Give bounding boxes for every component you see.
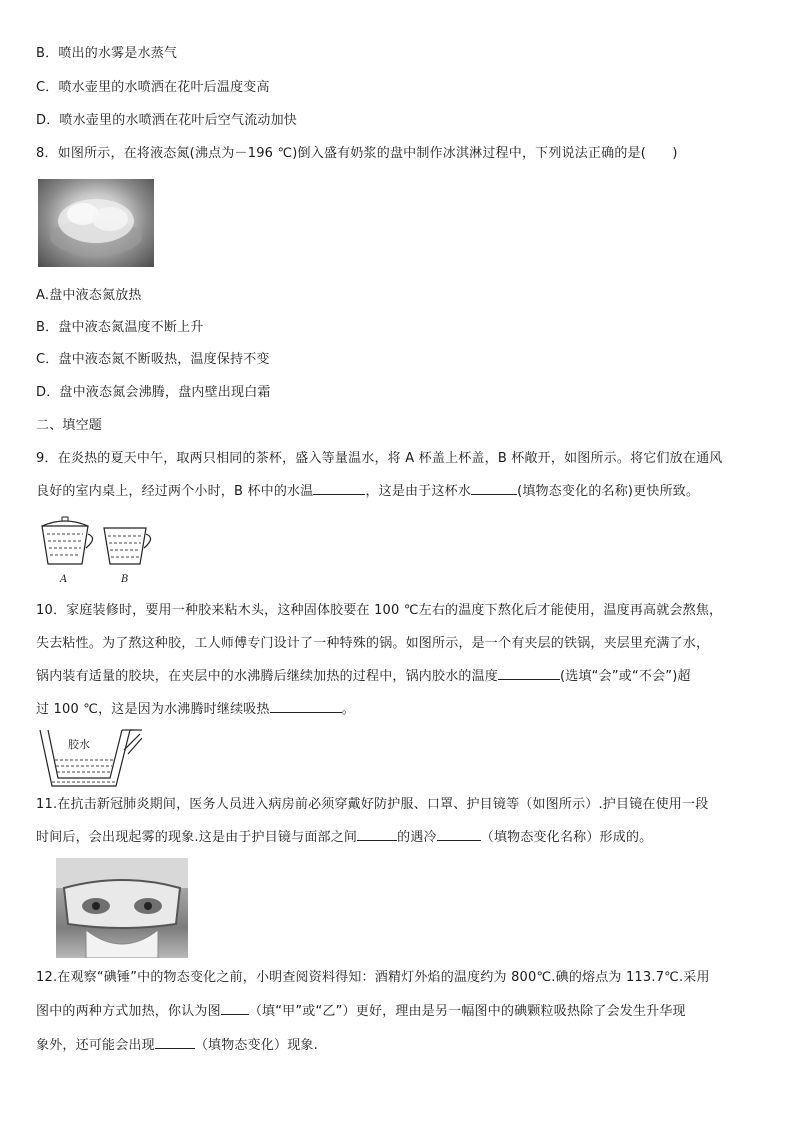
q12-text-d: （填物态变化）现象. xyxy=(194,1038,318,1053)
q9-text-a: 良好的室内桌上，经过两个小时，B 杯中的水温 xyxy=(36,484,314,499)
q9-text-c: (填物态变化的名称)更快所致。 xyxy=(517,484,700,499)
cup-b-label: B xyxy=(121,574,129,585)
q11-blank-1[interactable] xyxy=(357,828,397,841)
glue-pot-figure xyxy=(38,728,142,794)
q8-option-c: C．盘中液态氮不断吸热，温度保持不变 xyxy=(36,352,270,367)
q11-blank-2[interactable] xyxy=(437,828,481,841)
tea-cups-diagram xyxy=(38,514,158,586)
q12-blank-2[interactable] xyxy=(155,1036,195,1049)
q10-line-1: 10．家庭装修时，要用一种胶来粘木头，这种固体胶要在 100 ℃左右的温度下熬化后才能使用，温度再高就会熬焦， xyxy=(36,603,723,618)
cups-figure xyxy=(38,514,158,590)
q10-blank-1[interactable] xyxy=(498,667,560,680)
q7-option-d: D．喷水壶里的水喷洒在花叶后空气流动加快 xyxy=(36,113,298,128)
nitrogen-bowl-image xyxy=(38,179,154,267)
medical-goggles-image xyxy=(56,858,188,958)
q10-text-a: 锅内装有适量的胶块，在夹层中的水沸腾后继续加热的过程中，锅内胶水的温度 xyxy=(36,669,499,684)
goggles-photo xyxy=(56,858,188,958)
liquid-nitrogen-bowl-photo xyxy=(38,179,154,267)
q11-line-2 xyxy=(36,828,652,848)
q10-line-4 xyxy=(36,700,355,720)
q10-blank-2[interactable] xyxy=(270,700,342,713)
q7-option-c: C．喷水壶里的水喷洒在花叶后温度变高 xyxy=(36,80,270,95)
q8-option-a: A.盘中液态氮放热 xyxy=(36,288,142,303)
q9-text-b: ，这是由于这杯水 xyxy=(365,484,472,499)
q12-blank-1[interactable] xyxy=(221,1002,249,1015)
double-layer-pot-diagram xyxy=(38,728,142,790)
q10-line-2: 失去粘性。为了熬这种胶，工人师傅专门设计了一种特殊的锅。如图所示，是一个有夹层的铁锅，夹层里充满了水， xyxy=(36,636,710,651)
q8-option-d: D．盘中液态氮会沸腾，盘内壁出现白霜 xyxy=(36,385,271,400)
q10-text-b: (选填“会”或“不会”)超 xyxy=(560,669,691,684)
q11-text-c: （填物态变化名称）形成的。 xyxy=(480,830,653,845)
q11-line-1: 11.在抗击新冠肺炎期间，医务人员进入病房前必须穿戴好防护服、口罩、护目镜等（如图所示）.护目镜在使用一段 xyxy=(36,797,709,812)
q10-text-d: 。 xyxy=(341,702,355,717)
q9-blank-2[interactable] xyxy=(471,482,517,495)
q10-text-c: 过 100 ℃，这是因为水沸腾时继续吸热 xyxy=(36,702,270,717)
section-title: 二、填空题 xyxy=(36,418,103,433)
q11-text-a: 时间后，会出现起雾的现象.这是由于护目镜与面部之间 xyxy=(36,830,358,845)
q12-line-3 xyxy=(36,1036,318,1056)
q9-line-1: 9．在炎热的夏天中午，取两只相同的茶杯，盛入等量温水，将 A 杯盖上杯盖，B 杯敞开，如图所示。将它们放在通风 xyxy=(36,451,723,466)
q8-option-b: B．盘中液态氮温度不断上升 xyxy=(36,320,204,335)
q12-line-2 xyxy=(36,1002,686,1022)
q12-text-c: 象外，还可能会出现 xyxy=(36,1038,155,1053)
q9-blank-1[interactable] xyxy=(313,482,365,495)
q11-text-b: 的遇冷 xyxy=(397,830,437,845)
pot-label: 胶水 xyxy=(68,738,90,751)
q12-line-1: 12.在观察“碘锤”中的物态变化之前，小明查阅资料得知：酒精灯外焰的温度约为 800℃.碘的熔点为 113.7℃.采用 xyxy=(36,970,710,985)
q8-stem: 8．如图所示，在将液态氮(沸点为－196 ℃)倒入盛有奶浆的盘中制作冰淇淋过程中，下列说法正确的是( ) xyxy=(36,146,678,161)
q7-option-b: B．喷出的水雾是水蒸气 xyxy=(36,46,178,61)
q12-text-b: （填“甲”或“乙”）更好，理由是另一幅图中的碘颗粒吸热除了会发生升华现 xyxy=(248,1004,686,1019)
q12-text-a: 图中的两种方式加热，你认为图 xyxy=(36,1004,221,1019)
cup-a-label: A xyxy=(60,574,68,585)
q10-line-3 xyxy=(36,667,691,687)
q9-line-2 xyxy=(36,482,699,502)
